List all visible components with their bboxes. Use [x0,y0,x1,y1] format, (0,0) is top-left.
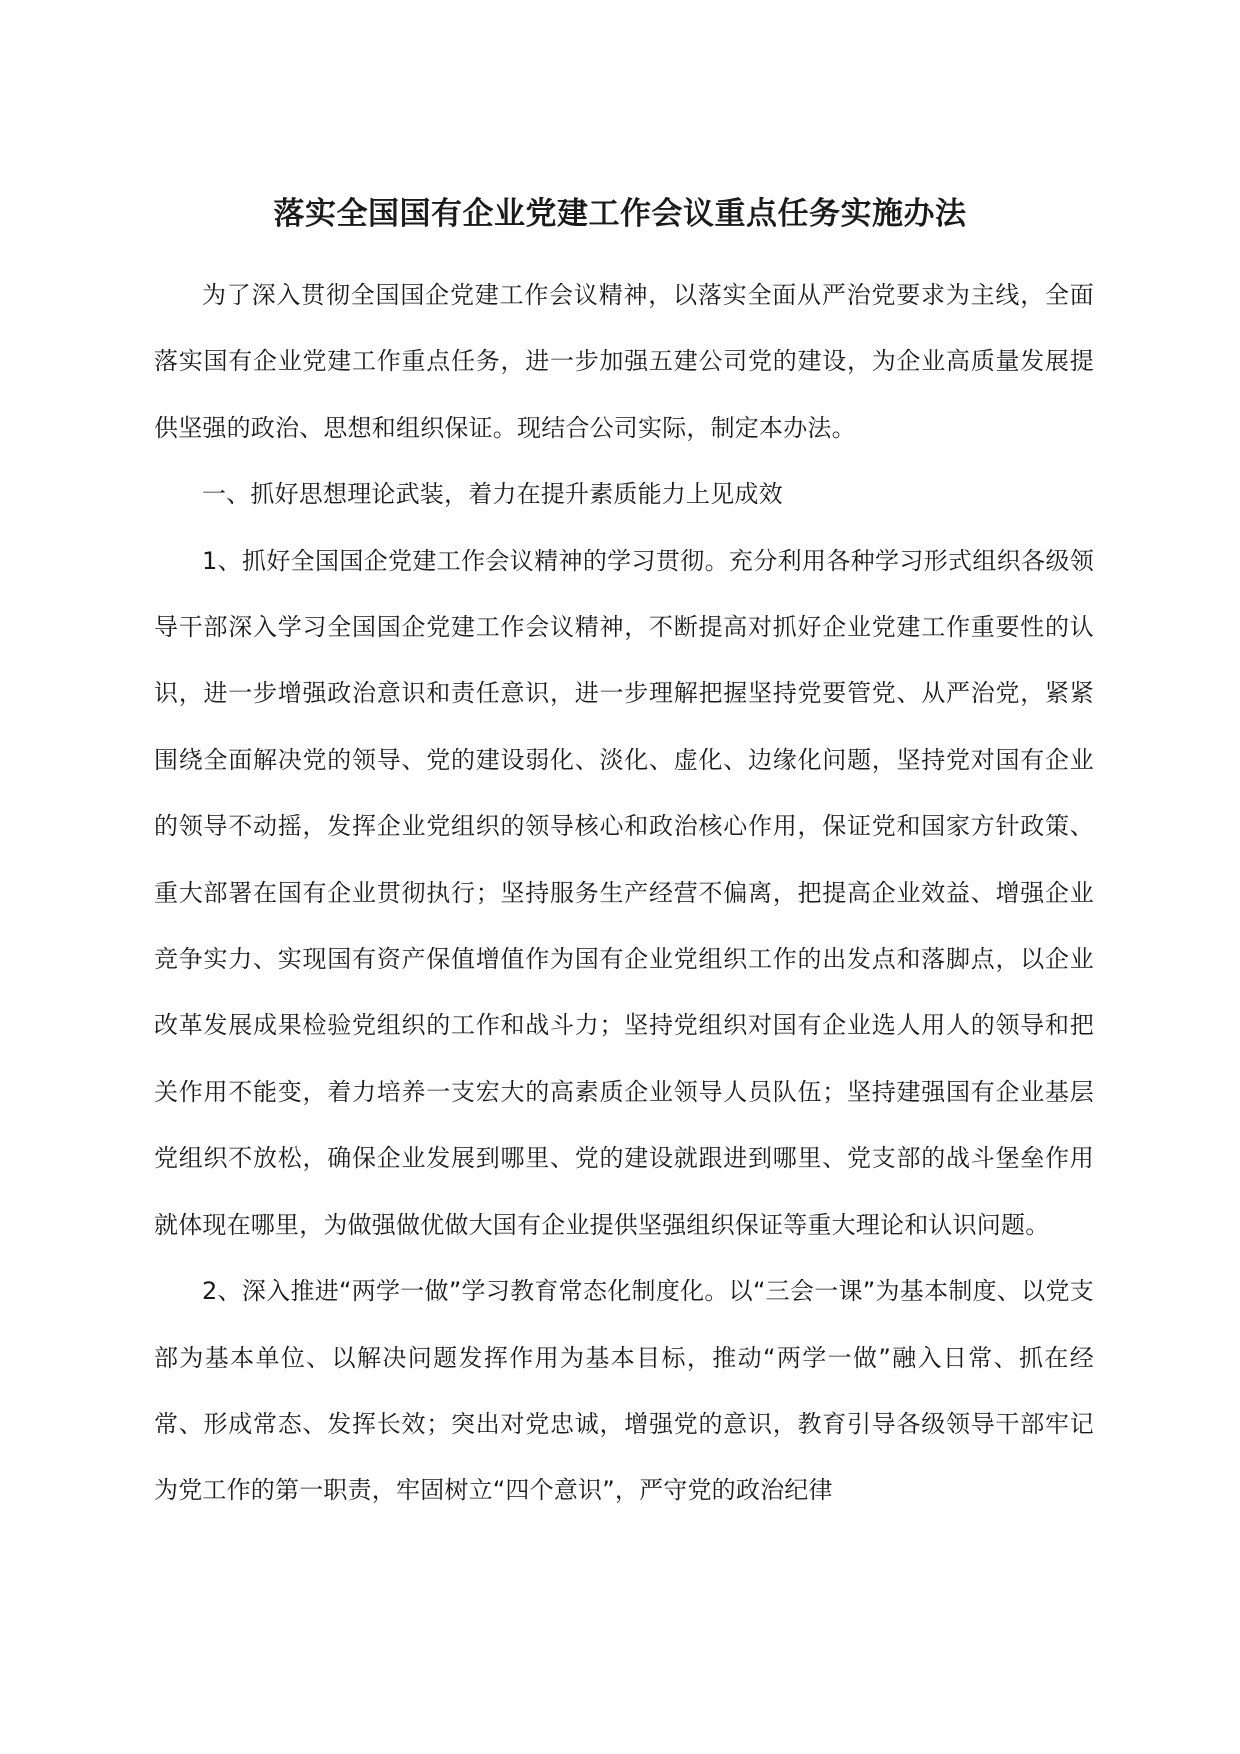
document-title: 落实全国国有企业党建工作会议重点任务实施办法 [273,196,967,232]
document-body [154,262,1094,1524]
item-1-paragraph: 1、抓好全国国企党建工作会议精神的学习贯彻。充分利用各种学习形式组织各级领导干部深入学习全国国企党建工作会议精神，不断提高对抓好企业党建工作重要性的认识，进一步增强政治意识和责任意识，进一步理解把握坚持党要管党、从严治党，紧紧围绕全面解决党的领导、党的建设弱化、淡化、虚化、边缘化问题，坚持党对国有企业的领导不动摇，发挥企业党组织的领导核心和政治核心作用，保证党和国家方针政策、重大部署在国有企业贯彻执行；坚持服务生产经营不偏离，把提高企业效益、增强企业竞争实力、实现国有资产保值增值作为国有企业党组织工作的出发点和落脚点，以企业改革发展成果检验党组织的工作和战斗力；坚持党组织对国有企业选人用人的领导和把关作用不能变，着力培养一支宏大的高素质企业领导人员队伍；坚持建强国有企业基层党组织不放松，确保企业发展到哪里、党的建设就跟进到哪里、党支部的战斗堡垒作用就体现在哪里，为做强做优做大国有企业提供坚强组织保证等重大理论和认识问题。 [154,546,1094,1239]
item-2-paragraph: 2、深入推进“两学一做”学习教育常态化制度化。以“三会一课”为基本制度、以党支部为基本单位、以解决问题发挥作用为基本目标，推动“两学一做”融入日常、抓在经常、形成常态、发挥长效；突出对党忠诚，增强党的意识，教育引导各级领导干部牢记为党工作的第一职责，牢固树立“四个意识”，严守党的政治纪律 [154,1277,1094,1505]
section-heading-1: 一、抓好思想理论武装，着力在提升素质能力上见成效 [202,480,783,509]
intro-paragraph: 为了深入贯彻全国国企党建工作会议精神，以落实全面从严治党要求为主线，全面落实国有企业党建工作重点任务，进一步加强五建公司党的建设，为企业高质量发展提供坚强的政治、思想和组织保证。现结合公司实际，制定本办法。 [154,281,1094,442]
